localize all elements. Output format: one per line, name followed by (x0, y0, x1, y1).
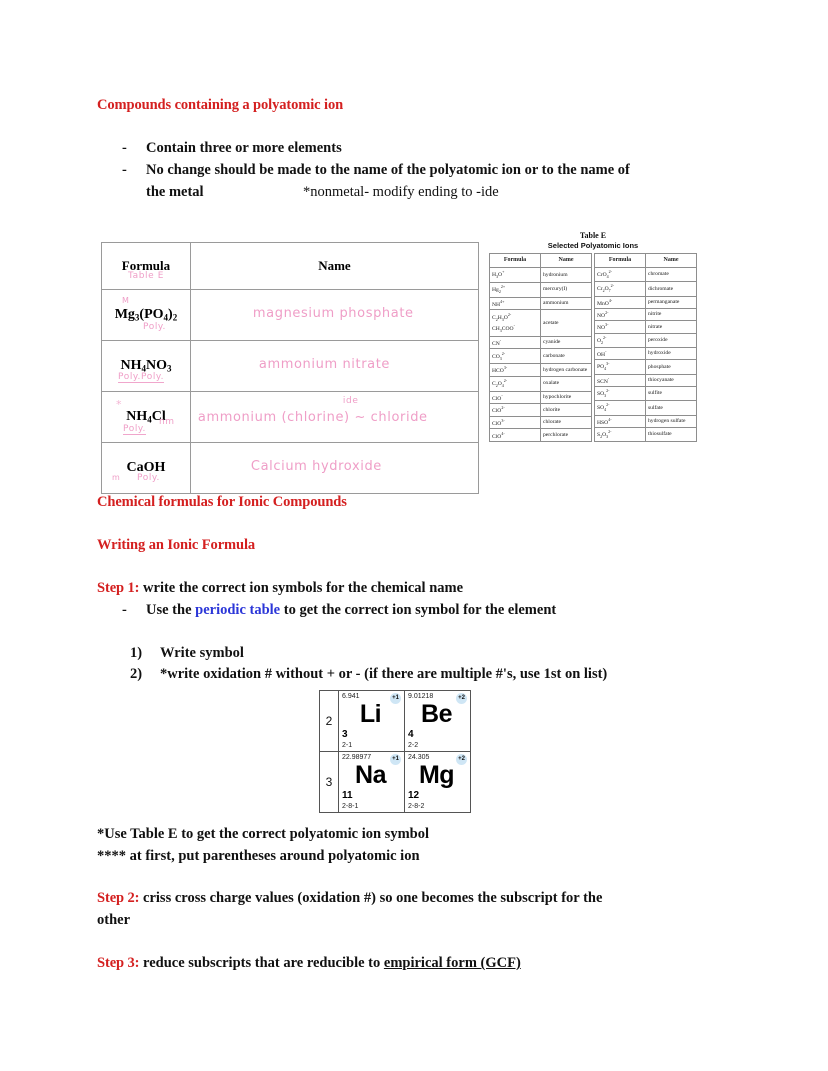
handwritten-superscript-3: ide (342, 396, 359, 406)
table-e-name: nitrite (646, 309, 697, 321)
table-e-formula: CN- (490, 336, 541, 349)
table-e-name: thiocyanate (646, 374, 697, 386)
bullet-text-1: Contain three or more elements (146, 140, 342, 156)
table-e-formula: $Hg_2^{2+}$ (490, 282, 541, 297)
bullet-dash-2: - (122, 162, 127, 178)
table-e-name: sulfate (646, 401, 697, 415)
element-shell-config: 2-2 (408, 742, 419, 749)
periodic-table-link[interactable]: periodic table (195, 602, 281, 618)
cell-name-1 (190, 290, 478, 341)
cell-name-2 (190, 341, 478, 392)
heading-chemical-formulas: Chemical formulas for Ionic Compounds (97, 494, 347, 510)
table-e-right-header-name: Name (646, 254, 697, 268)
periodic-element-cell[interactable] (405, 691, 471, 752)
table-e-row (595, 401, 697, 415)
table-e-formula: $C_2H_3O^{2-}$ $CH_3COO^-$ (490, 310, 541, 337)
table-e-formula: CrO$_4^{2-}$ (595, 268, 646, 282)
step-1-subitem (122, 602, 556, 619)
bullet-dash-1: - (122, 140, 127, 156)
table-e-name: oxalate (541, 376, 592, 391)
annotation-poly-4: Poly. (137, 473, 161, 483)
periodic-period-number: 3 (320, 752, 339, 813)
numbered-item-2-text: *write oxidation # without + or - (if there are multiple #'s, use 1st on list) (160, 666, 608, 682)
annotation-nonmetal-3: nm (159, 417, 175, 427)
step-1-text: write the correct ion symbols for the chemical name (143, 580, 464, 596)
table-row (102, 290, 479, 341)
step-3-line (97, 955, 521, 972)
step-3-underlined-term: empirical form (GCF) (383, 955, 521, 971)
annotation-table-e-ref: Table E (128, 271, 165, 281)
table-e-formula: $PO_4^{3-}$ (595, 360, 646, 374)
table-e-row (490, 376, 592, 391)
element-atomic-number: 3 (342, 729, 348, 740)
table-e-row (490, 297, 592, 310)
table-e-row (595, 333, 697, 347)
table-row (102, 443, 479, 494)
table-e-name: carbonate (541, 349, 592, 364)
table-row (102, 341, 479, 392)
table-e-formula: $NO^{3-}$ (595, 321, 646, 333)
table-e-name: hypochlorite (541, 391, 592, 404)
table-e-left-body (490, 268, 592, 442)
table-e-row (490, 310, 592, 337)
annotation-poly-2: Poly.Poly. (118, 372, 165, 382)
cell-formula-2 (102, 341, 191, 392)
formula-mg3po42: $Mg_3(PO_4)_2$ (114, 307, 178, 323)
table-e-name: hydrogen sulfate (646, 415, 697, 427)
table-e-row (490, 391, 592, 404)
handwritten-name-3: ammonium (chlorine) ~ chloride (197, 410, 428, 425)
table-e-name: hydronium (541, 268, 592, 283)
table-e-title (489, 231, 697, 250)
table-e-formula: $SO_4^{2-}$ (595, 401, 646, 415)
table-e-row (490, 416, 592, 429)
formula-caoh: CaOH (126, 460, 166, 475)
table-e-name: chromate (646, 268, 697, 282)
table-e-name: hydrogen carbonate (541, 364, 592, 377)
table-e-formula: $SO_3^{2-}$ (595, 386, 646, 400)
numbered-item-1 (130, 645, 244, 662)
table-e-formula: ClO$^{3-}$ (490, 416, 541, 429)
table-e-title-line1: Table E (579, 231, 607, 240)
table-e-title-line2: Selected Polyatomic Ions (547, 240, 639, 250)
cell-formula-3 (102, 392, 191, 443)
table-e-right (594, 253, 697, 442)
table-e-name: sulfite (646, 386, 697, 400)
step-1-label: Step 1: (97, 580, 140, 596)
annotation-poly-3: Poly. (123, 424, 147, 434)
element-symbol: Li (359, 700, 382, 728)
table-e-row (595, 427, 697, 441)
bullet-item-1 (122, 140, 342, 157)
table-e-formula: $Cr_2O_7^{2-}$ (595, 282, 646, 296)
cell-name-3 (190, 392, 478, 443)
bullet-text-2-continued: the metal (146, 184, 204, 200)
table-e-formula: OH- (595, 347, 646, 359)
nonmetal-note: *nonmetal- modify ending to -ide (303, 184, 499, 200)
table-e-name: ammonium (541, 297, 592, 310)
step-3-text: reduce subscripts that are reducible to (143, 955, 384, 971)
periodic-table-fragment (319, 690, 471, 813)
header-name-label: Name (318, 258, 351, 273)
step-1-sub-dash: - (122, 602, 127, 618)
table-e-row (595, 360, 697, 374)
table-header-row (102, 243, 479, 290)
element-symbol: Be (421, 700, 452, 728)
header-name (190, 243, 478, 290)
table-e-formula: ClO$^{4-}$ (490, 429, 541, 442)
table-row (102, 392, 479, 443)
cell-name-4 (190, 443, 478, 494)
table-e-left (489, 253, 592, 442)
table-e-formula: SCN- (595, 374, 646, 386)
table-e-name: perchlorate (541, 429, 592, 442)
table-e-row (595, 321, 697, 333)
table-e-name: thiosulfate (646, 427, 697, 441)
table-e-formula: $HCO^{3-}$ (490, 364, 541, 377)
numbered-item-1-text: Write symbol (160, 645, 244, 661)
table-e-row (595, 296, 697, 308)
cell-formula-1 (102, 290, 191, 341)
handwritten-name-4: Calcium hydroxide (250, 459, 382, 474)
numbered-item-2-marker: 2) (130, 666, 143, 682)
table-e-row (595, 386, 697, 400)
table-e-name: hydroxide (646, 347, 697, 359)
table-e-formula: $HSO^{4-}$ (595, 415, 646, 427)
table-e-formula: MnO$^{4-}$ (595, 296, 646, 308)
step-2-text: criss cross charge values (oxidation #) so one becomes the subscript for the (143, 890, 603, 906)
table-e-formula: $O_2^{2-}$ (595, 333, 646, 347)
step-1-line (97, 580, 463, 597)
table-e-name: permanganate (646, 296, 697, 308)
element-atomic-mass: 6.941 (342, 693, 360, 700)
element-atomic-mass: 24.305 (408, 754, 430, 761)
heading-writing-ionic-formula: Writing an Ionic Formula (97, 537, 256, 553)
annotation-metal-4: m (112, 473, 121, 482)
bullet-item-2 (122, 162, 630, 179)
handwritten-name-1: magnesium phosphate (252, 306, 414, 321)
periodic-element-cell[interactable] (339, 752, 405, 813)
table-e-right-header-formula: Formula (595, 254, 646, 268)
step-2-text-continued: other (97, 912, 131, 928)
step-1-sub-line (146, 602, 556, 619)
element-shell-config: 2-8-2 (408, 803, 425, 810)
table-e-row (490, 429, 592, 442)
element-atomic-number: 12 (408, 790, 420, 801)
formula-nh4cl: $NH_4Cl$ (126, 409, 166, 425)
annotation-poly-1: Poly. (143, 322, 167, 332)
table-e-name: chlorite (541, 404, 592, 417)
numbered-item-2 (130, 666, 607, 683)
table-e-row (595, 282, 697, 296)
step-3-label: Step 3: (97, 955, 140, 971)
element-oxidation-charge: +1 (390, 693, 401, 704)
periodic-row (320, 752, 471, 813)
note-parentheses: **** at first, put parentheses around polyatomic ion (97, 848, 420, 864)
step-2-line (97, 890, 602, 907)
element-symbol: Na (355, 761, 386, 789)
table-e-row (595, 309, 697, 321)
table-e-grid (489, 253, 697, 442)
table-e-formula: $H_3O^+$ (490, 268, 541, 283)
element-symbol: Mg (418, 761, 455, 789)
table-e-formula: $CO_3^{2-}$ (490, 349, 541, 364)
periodic-table-body (320, 691, 471, 813)
table-e-formula: ClO- (490, 391, 541, 404)
heading-compounds-polyatomic: Compounds containing a polyatomic ion (97, 97, 344, 113)
table-e-formula: $C_2O_4^{2-}$ (490, 376, 541, 391)
table-e-formula: ClO$^{2-}$ (490, 404, 541, 417)
table-e-name: dichromate (646, 282, 697, 296)
element-oxidation-charge: +2 (456, 693, 467, 704)
table-e-name: mercury(I) (541, 282, 592, 297)
table-e-formula: $S_2O_3^{2-}$ (595, 427, 646, 441)
table-e-name: peroxide (646, 333, 697, 347)
annotation-asterisk-3: * (116, 398, 123, 411)
table-e-row (490, 336, 592, 349)
table-e-row (595, 268, 697, 282)
note-use-table-e: *Use Table E to get the correct polyatomic ion symbol (97, 826, 429, 842)
table-e-row (490, 268, 592, 283)
element-atomic-number: 4 (408, 729, 414, 740)
practice-table (101, 242, 479, 494)
table-e-right-header-row (595, 254, 697, 268)
formula-nh4no3: $NH_4NO_3$ (120, 358, 172, 374)
step-1-sub-pre: Use the (146, 602, 196, 618)
table-e-row (490, 364, 592, 377)
cell-formula-4 (102, 443, 191, 494)
table-e-formula: $NH^{4+}$ (490, 297, 541, 310)
element-atomic-mass: 9.01218 (408, 693, 434, 700)
numbered-item-1-marker: 1) (130, 645, 143, 661)
table-e-left-header-name: Name (541, 254, 592, 268)
table-e-row (595, 415, 697, 427)
element-atomic-mass: 22.98977 (342, 754, 372, 761)
annotation-metal-1: M (122, 296, 130, 305)
table-e-name: cyanide (541, 336, 592, 349)
table-e-row (490, 404, 592, 417)
bullet-text-2: No change should be made to the name of the polyatomic ion or to the name of (146, 162, 630, 178)
element-atomic-number: 11 (342, 790, 353, 801)
table-e-left-header-formula: Formula (490, 254, 541, 268)
table-e-left-header-row (490, 254, 592, 268)
table-e-right-body (595, 268, 697, 442)
header-formula (102, 243, 191, 290)
table-e-row (490, 282, 592, 297)
handwritten-name-2: ammonium nitrate (258, 357, 390, 372)
table-e-name: acetate (541, 310, 592, 337)
step-1-sub-post: to get the correct ion symbol for the element (280, 602, 557, 618)
periodic-element-cell[interactable] (339, 691, 405, 752)
element-oxidation-charge: +1 (390, 754, 401, 765)
periodic-element-cell[interactable] (405, 752, 471, 813)
table-e-row (595, 374, 697, 386)
table-e-row (595, 347, 697, 359)
table-e-name: phosphate (646, 360, 697, 374)
element-oxidation-charge: +2 (456, 754, 467, 765)
table-e-formula: $NO^{2-}$ (595, 309, 646, 321)
element-shell-config: 2-8-1 (342, 803, 359, 810)
step-2-label: Step 2: (97, 890, 140, 906)
periodic-row (320, 691, 471, 752)
table-e-reference (489, 231, 697, 442)
table-e-name: nitrate (646, 321, 697, 333)
element-shell-config: 2-1 (342, 742, 353, 749)
table-e-row (490, 349, 592, 364)
periodic-period-number: 2 (320, 691, 339, 752)
table-e-name: chlorate (541, 416, 592, 429)
header-formula-label: Formula (121, 258, 171, 273)
